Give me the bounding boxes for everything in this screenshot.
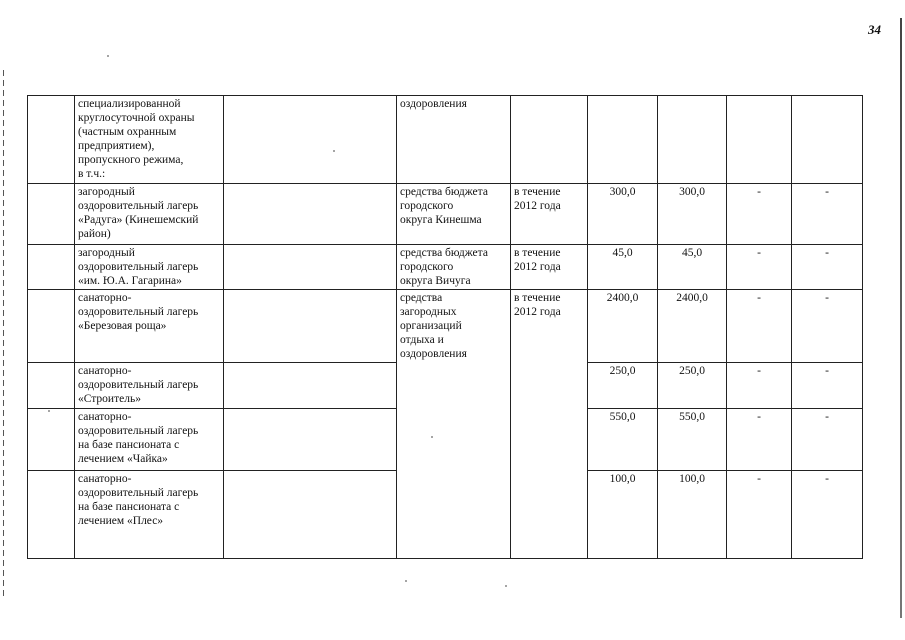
amount-cell: [792, 96, 863, 184]
amount-total-cell: [588, 96, 658, 184]
blank-cell: [224, 471, 397, 559]
amount-cell: -: [792, 363, 863, 409]
period-cell: в течение 2012 года: [511, 290, 588, 559]
amount-total-cell: 250,0: [588, 363, 658, 409]
page-number: 34: [868, 22, 881, 37]
table-row: [28, 184, 863, 245]
activity-cell: загородный оздоровительный лагерь «им. Ю.А. Гагарина»: [75, 245, 224, 290]
amount-cell: -: [792, 245, 863, 290]
funding-source-cell: средства бюджета городского округа Кинешма: [397, 184, 511, 245]
amount-cell: -: [727, 471, 792, 559]
amount-cell: -: [792, 184, 863, 245]
row-number-cell: [28, 184, 75, 245]
amount-total-cell: 300,0: [588, 184, 658, 245]
activity-cell: санаторно- оздоровительный лагерь на базе пансионата с лечением «Плес»: [75, 471, 224, 559]
amount-cell: -: [727, 184, 792, 245]
funding-source-cell: средства загородных организаций отдыха и оздоровления: [397, 290, 511, 559]
activity-cell: санаторно- оздоровительный лагерь на базе пансионата с лечением «Чайка»: [75, 409, 224, 471]
activity-cell: специализированной круглосуточной охраны (частным охранным предприятием), пропускного режима, в т.ч.:: [75, 96, 224, 184]
row-number-cell: [28, 409, 75, 471]
amount-cell: 2400,0: [658, 290, 727, 363]
funding-source-cell: средства бюджета городского округа Вичуга: [397, 245, 511, 290]
row-number-cell: [28, 471, 75, 559]
funding-source-cell: оздоровления: [397, 96, 511, 184]
blank-cell: [224, 409, 397, 471]
row-number-cell: [28, 96, 75, 184]
blank-cell: [224, 96, 397, 184]
amount-cell: 300,0: [658, 184, 727, 245]
blank-cell: [224, 245, 397, 290]
amount-cell: -: [727, 409, 792, 471]
amount-cell: -: [727, 245, 792, 290]
row-number-cell: [28, 290, 75, 363]
amount-total-cell: 100,0: [588, 471, 658, 559]
amount-cell: 100,0: [658, 471, 727, 559]
amount-cell: 45,0: [658, 245, 727, 290]
amount-cell: 550,0: [658, 409, 727, 471]
table-row: [28, 245, 863, 290]
period-cell: в течение 2012 года: [511, 245, 588, 290]
amount-cell: -: [727, 363, 792, 409]
amount-cell: -: [792, 409, 863, 471]
amount-cell: 250,0: [658, 363, 727, 409]
period-cell: [511, 96, 588, 184]
measures-table: [27, 95, 863, 559]
scan-speck: [107, 55, 109, 57]
blank-cell: [224, 184, 397, 245]
activity-cell: санаторно- оздоровительный лагерь «Строитель»: [75, 363, 224, 409]
blank-cell: [224, 290, 397, 363]
amount-cell: [658, 96, 727, 184]
amount-total-cell: 45,0: [588, 245, 658, 290]
activity-cell: санаторно- оздоровительный лагерь «Березовая роща»: [75, 290, 224, 363]
scan-speck: [505, 585, 507, 587]
amount-cell: -: [792, 471, 863, 559]
table-row: [28, 96, 863, 184]
table-row: [28, 290, 863, 363]
period-cell: в течение 2012 года: [511, 184, 588, 245]
amount-total-cell: 2400,0: [588, 290, 658, 363]
row-number-cell: [28, 245, 75, 290]
blank-cell: [224, 363, 397, 409]
scan-edge-right: [900, 18, 902, 618]
amount-cell: [727, 96, 792, 184]
activity-cell: загородный оздоровительный лагерь «Радуга» (Кинешемский район): [75, 184, 224, 245]
amount-cell: -: [792, 290, 863, 363]
amount-total-cell: 550,0: [588, 409, 658, 471]
scan-speck: [405, 580, 407, 582]
amount-cell: -: [727, 290, 792, 363]
row-number-cell: [28, 363, 75, 409]
scan-edge-left: [3, 70, 4, 600]
